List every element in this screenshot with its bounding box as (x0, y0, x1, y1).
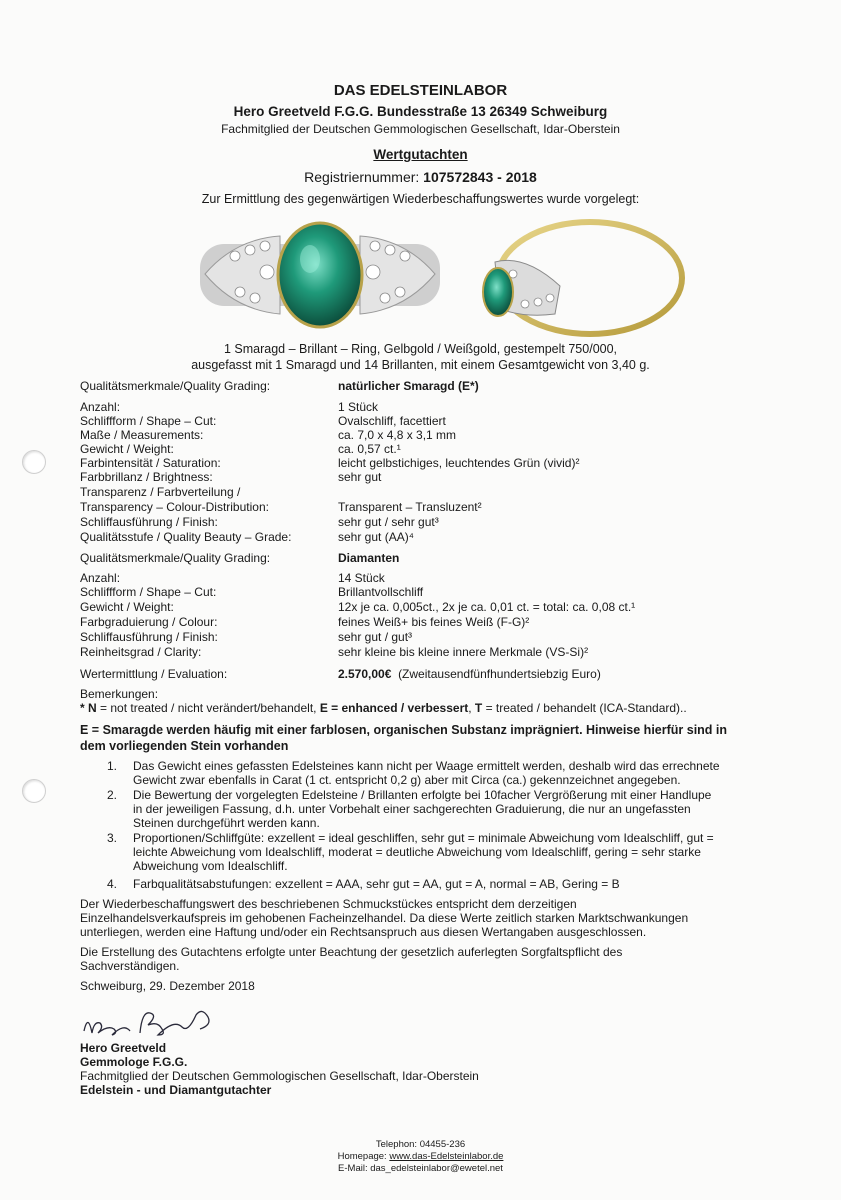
ring-photos (195, 214, 690, 338)
spec-row: Anzahl: 14 Stück (80, 571, 385, 585)
evaluation-amount: 2.570,00€ (338, 667, 392, 681)
spec-row: Gewicht / Weight: ca. 0,57 ct.¹ (80, 442, 401, 456)
note-number: 4. (107, 877, 118, 891)
evaluation-value (338, 667, 601, 681)
registration-label: Registriernummer: (304, 169, 420, 185)
spec-row: Transparency – Colour-Distribution: Transparent – Transluzent² (80, 500, 482, 514)
note-number: 2. (107, 788, 118, 802)
treatment-warning-2: dem vorliegenden Stein vorhanden (80, 739, 289, 753)
spec-row: Transparenz / Farbverteilung / (80, 485, 241, 499)
diligence-paragraph: Die Erstellung des Gutachtens erfolgte unter Beachtung der gesetzlich auferlegten Sorgfaltspflicht des Sachverständigen. (80, 945, 623, 973)
remarks-heading: Bemerkungen: (80, 687, 159, 701)
evaluation-words: (Zweitausendfünfhundertsiebzig Euro) (398, 667, 601, 681)
ring-front-photo (200, 223, 440, 327)
spec-row: Anzahl: 1 Stück (80, 400, 379, 414)
item-description-1: 1 Smaragd – Brillant – Ring, Gelbgold / Weißgold, gestempelt 750/000, (223, 342, 618, 356)
spec-row: Schliffausführung / Finish: sehr gut / sehr gut³ (80, 515, 439, 529)
signer-title: Gemmologe F.G.G. (80, 1055, 188, 1069)
signer-role: Edelstein - und Diamantgutachter (80, 1083, 272, 1097)
spec-row: Schliffausführung / Finish: sehr gut / gut³ (80, 630, 413, 644)
evaluation-label: Wertermittlung / Evaluation: (80, 667, 228, 681)
treatment-warning-1: E = Smaragde werden häufig mit einer farblosen, organischen Substanz imprägniert. Hinweise hierfür sind in (80, 723, 728, 737)
emerald-grading-row (80, 379, 780, 393)
note-text: Die Bewertung der vorgelegten Edelsteine / Brillanten erfolgte bei 10facher Vergrößerung mit einer Handlupe in der jeweiligen Fassung, d.h. unter Vorbehalt einer sachgerechten Graduierung, die nur an ungefassten Steinen durchgeführt werden kann. (133, 788, 712, 830)
homepage-link[interactable]: www.das-Edelsteinlabor.de (389, 1151, 504, 1162)
note-number: 3. (107, 831, 118, 845)
org-membership: Fachmitglied der Deutschen Gemmologischen Gesellschaft, Idar-Oberstein (221, 122, 620, 136)
grading-value: natürlicher Smaragd (E*) (338, 379, 479, 393)
note-text: Farbqualitätsabstufungen: exzellent = AAA, sehr gut = AA, gut = A, normal = AB, Gering = B (133, 877, 620, 891)
diamond-grading-row (80, 551, 780, 565)
treatment-legend: * N = not treated / nicht verändert/behandelt, E = enhanced / verbessert, T = treated / behandelt (ICA-Standard).. (80, 701, 687, 715)
spec-row: Qualitätsstufe / Quality Beauty – Grade: sehr gut (AA)⁴ (80, 530, 414, 544)
document-title: Wertgutachten (373, 147, 468, 162)
evaluation-row (80, 667, 780, 681)
ring-side-photo (483, 222, 682, 334)
spec-row: Farbintensität / Saturation: leicht gelbstichiges, leuchtendes Grün (vivid)² (80, 456, 580, 470)
footer-homepage: Homepage: www.das-Edelsteinlabor.de (337, 1151, 504, 1162)
note-number: 1. (107, 759, 118, 773)
footer-email[interactable]: E-Mail: das_edelsteinlabor@ewetel.net (338, 1163, 503, 1174)
grading-label: Qualitätsmerkmale/Quality Grading: (80, 551, 271, 565)
note-text: Das Gewicht eines gefassten Edelsteines kann nicht per Waage ermittelt werden, deshalb wird das errechnete Gewicht zwar ebenfalls in Carat (1 ct. entspricht 0,2 g) aber mit Circa (ca.) gekennzeichnet angegeben. (133, 759, 720, 787)
punch-hole (22, 450, 46, 474)
registration-line (0, 169, 841, 185)
grading-label: Qualitätsmerkmale/Quality Grading: (80, 379, 271, 393)
handwritten-signature (78, 1003, 228, 1045)
footer-phone: Telephon: 04455-236 (375, 1139, 466, 1150)
spec-row: Schliffform / Shape – Cut: Brillantvollschliff (80, 585, 424, 599)
spec-row: Schliffform / Shape – Cut: Ovalschliff, facettiert (80, 414, 446, 428)
place-date: Schweiburg, 29. Dezember 2018 (80, 979, 255, 993)
grading-value: Diamanten (338, 551, 400, 565)
spec-row: Maße / Measurements: ca. 7,0 x 4,8 x 3,1 mm (80, 428, 457, 442)
org-address: Hero Greetveld F.G.G. Bundesstraße 13 26349 Schweiburg (233, 104, 608, 119)
liability-paragraph: Der Wiederbeschaffungswert des beschriebenen Schmuckstückes entspricht dem derzeitigen Einzelhandelsverkaufspreis im gehobenen Facheinzelhandel. Da diese Werte zeitlich starken Marktschwankungen unterliegen, werden eine Haftung und/oder ein Rechtsanspruch aus diesen Wertangaben ausgeschlossen. (80, 897, 689, 939)
spec-row: Farbbrillanz / Brightness: sehr gut (80, 470, 382, 484)
note-text: Proportionen/Schliffgüte: exzellent = ideal geschliffen, sehr gut = minimale Abweichung vom Idealschliff, gut = leichte Abweichung vom Idealschliff, moderat = deutliche Abweichung vom Idealschliff, gering = sehr starke Abweichung vom Idealschliff. (133, 831, 714, 873)
punch-hole (22, 779, 46, 803)
signer-name: Hero Greetveld (80, 1041, 167, 1055)
org-name: DAS EDELSTEINLABOR (333, 82, 508, 99)
item-description-2: ausgefasst mit 1 Smaragd und 14 Brillanten, mit einem Gesamtgewicht von 3,40 g. (191, 358, 650, 372)
registration-number: 107572843 - 2018 (423, 169, 537, 185)
spec-row: Reinheitsgrad / Clarity: sehr kleine bis kleine innere Merkmale (VS-Si)² (80, 645, 589, 659)
spec-row: Gewicht / Weight: 12x je ca. 0,005ct., 2x je ca. 0,01 ct. = total: ca. 0,08 ct.¹ (80, 600, 636, 614)
intro-text: Zur Ermittlung des gegenwärtigen Wiederbeschaffungswertes wurde vorgelegt: (201, 192, 640, 206)
spec-row: Farbgraduierung / Colour: feines Weiß+ bis feines Weiß (F-G)² (80, 615, 530, 629)
signer-membership: Fachmitglied der Deutschen Gemmologischen Gesellschaft, Idar-Oberstein (80, 1069, 479, 1083)
